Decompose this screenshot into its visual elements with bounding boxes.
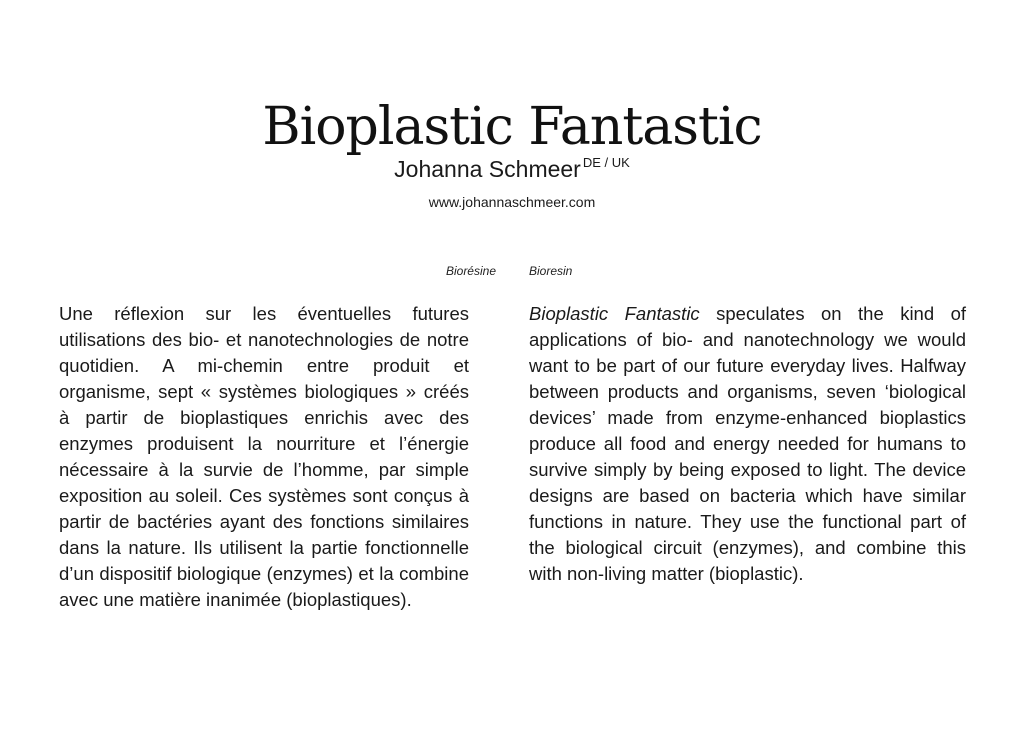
english-paragraph-body: speculates on the kind of applications of bio- and nanotechnology we would want to be part of our future everyday lives. Halfway between products and organisms, seven ‘biological devices’ made from enzyme-enhanced bioplastics produce all food and energy needed for humans to survive simply by being exposed to light. The device designs are based on bacteria which have similar functions in nature. They use the functional part of the biological circuit (enzymes), and combine this with non-living matter (bioplastic).: [529, 303, 967, 584]
french-paragraph: Une réflexion sur les éventuelles futures utilisations des bio- et nanotechnologies de notre quotidien. A mi-chemin entre produit et organisme, sept « systèmes biologiques » créés à partir de bioplastiques enrichis avec des enzymes produisent la nourriture et l’énergie nécessaire à la survie de l’homme, par simple exposition au soleil. Ces systèmes sont conçus à partir de bactéries ayant des fonctions similaires dans la nature. Ils utilisent la partie fonctionnelle d’un dispositif biologique (enzymes) et la combine avec une matière inanimée (bioplastiques).: [59, 303, 469, 610]
author-name: Johanna Schmeer: [394, 156, 581, 182]
page-title: Bioplastic Fantastic: [262, 96, 762, 157]
english-paragraph: [529, 301, 966, 587]
english-section-label: Bioresin: [529, 264, 573, 278]
website-link[interactable]: www.johannaschmeer.com: [428, 194, 596, 210]
author-origin: DE / UK: [582, 155, 630, 170]
author-line: [0, 148, 1024, 184]
english-paragraph-title: Bioplastic Fantastic: [529, 303, 700, 324]
french-section-label: Biorésine: [445, 264, 496, 278]
